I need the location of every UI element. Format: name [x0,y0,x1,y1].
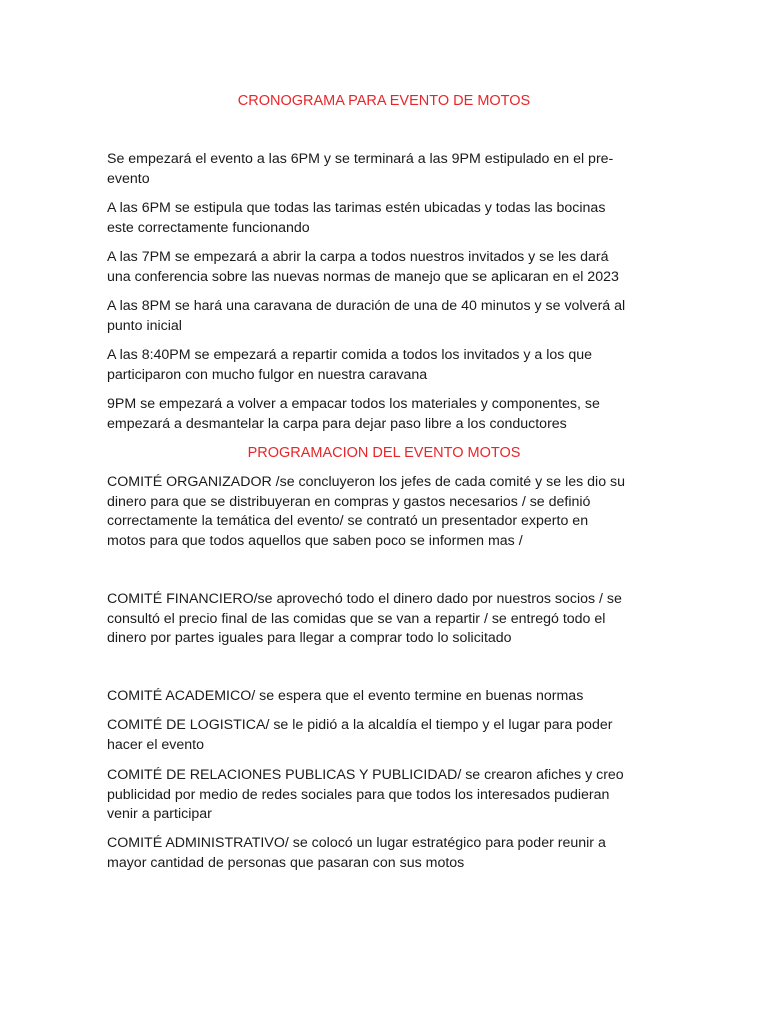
text-line: A las 8PM se hará una caravana de duración de una de 40 minutos y se volverá al [107,298,626,314]
text-line: punto inicial [107,317,182,334]
text-line: venir a participar [107,806,212,822]
text-line: este correctamente funcionando [107,219,310,236]
text-line: COMITÉ ACADEMICO/ se espera que el evento termine en buenas normas [107,688,584,704]
text-line: dinero por partes iguales para llegar a comprar todo lo solicitado [107,630,512,646]
text-line: A las 6PM se estipula que todas las tarimas estén ubicadas y todas las bocinas [107,200,606,216]
text-line: evento [107,170,150,187]
text-line: correctamente la temática del evento/ se contrató un presentador experto en [107,513,589,529]
schedule-paragraph [107,199,647,238]
committee-paragraph [107,834,647,873]
text-line: COMITÉ DE LOGISTICA/ se le pidió a la alcaldía el tiempo y el lugar para poder [107,717,613,733]
schedule-paragraph [107,346,647,385]
text-line: una conferencia sobre las nuevas normas de manejo que se aplicaran en el 2023 [107,268,619,285]
text-line: dinero para que se distribuyeran en compras y gastos necesarios / se definió [107,493,591,510]
committee-paragraph [107,473,647,551]
document-title: CRONOGRAMA PARA EVENTO DE MOTOS [237,93,531,109]
text-line: A las 8:40PM se empezará a repartir comida a todos los invitados y a los que [107,347,592,363]
text-line: empezará a desmantelar la carpa para dejar paso libre a los conductores [107,415,567,432]
text-line: participaron con mucho fulgor en nuestra caravana [107,366,428,383]
text-line: COMITÉ ORGANIZADOR /se concluyeron los jefes de cada comité y se les dio su [107,474,626,490]
text-line: mayor cantidad de personas que pasaran con sus motos [107,854,465,871]
text-line: publicidad por medio de redes sociales para que todos los interesados pudieran [107,786,610,803]
text-line: hacer el evento [107,736,205,753]
text-line: Se empezará el evento a las 6PM y se terminará a las 9PM estipulado en el pre- [107,151,614,167]
text-line: A las 7PM se empezará a abrir la carpa a todos nuestros invitados y se les dará [107,249,609,265]
schedule-paragraph [107,395,647,434]
schedule-paragraph [107,297,647,336]
schedule-paragraph [107,150,647,189]
text-line: motos para que todos aquellos que saben poco se informen mas / [107,532,523,549]
committee-paragraph [107,766,647,825]
committee-paragraph [107,590,647,649]
text-line: 9PM se empezará a volver a empacar todos los materiales y componentes, se [107,396,600,412]
schedule-paragraph [107,248,647,287]
text-line: COMITÉ FINANCIERO/se aprovechó todo el dinero dado por nuestros socios / se [107,591,622,607]
text-line: COMITÉ DE RELACIONES PUBLICAS Y PUBLICIDAD/ se crearon afiches y creo [107,767,624,783]
text-line: consultó el precio final de las comidas que se van a repartir / se entregó todo el [107,610,606,627]
section-subtitle: PROGRAMACION DEL EVENTO MOTOS [247,445,521,461]
committee-paragraph [107,687,647,707]
text-line: COMITÉ ADMINISTRATIVO/ se colocó un lugar estratégico para poder reunir a [107,835,606,851]
committee-paragraph [107,716,647,755]
